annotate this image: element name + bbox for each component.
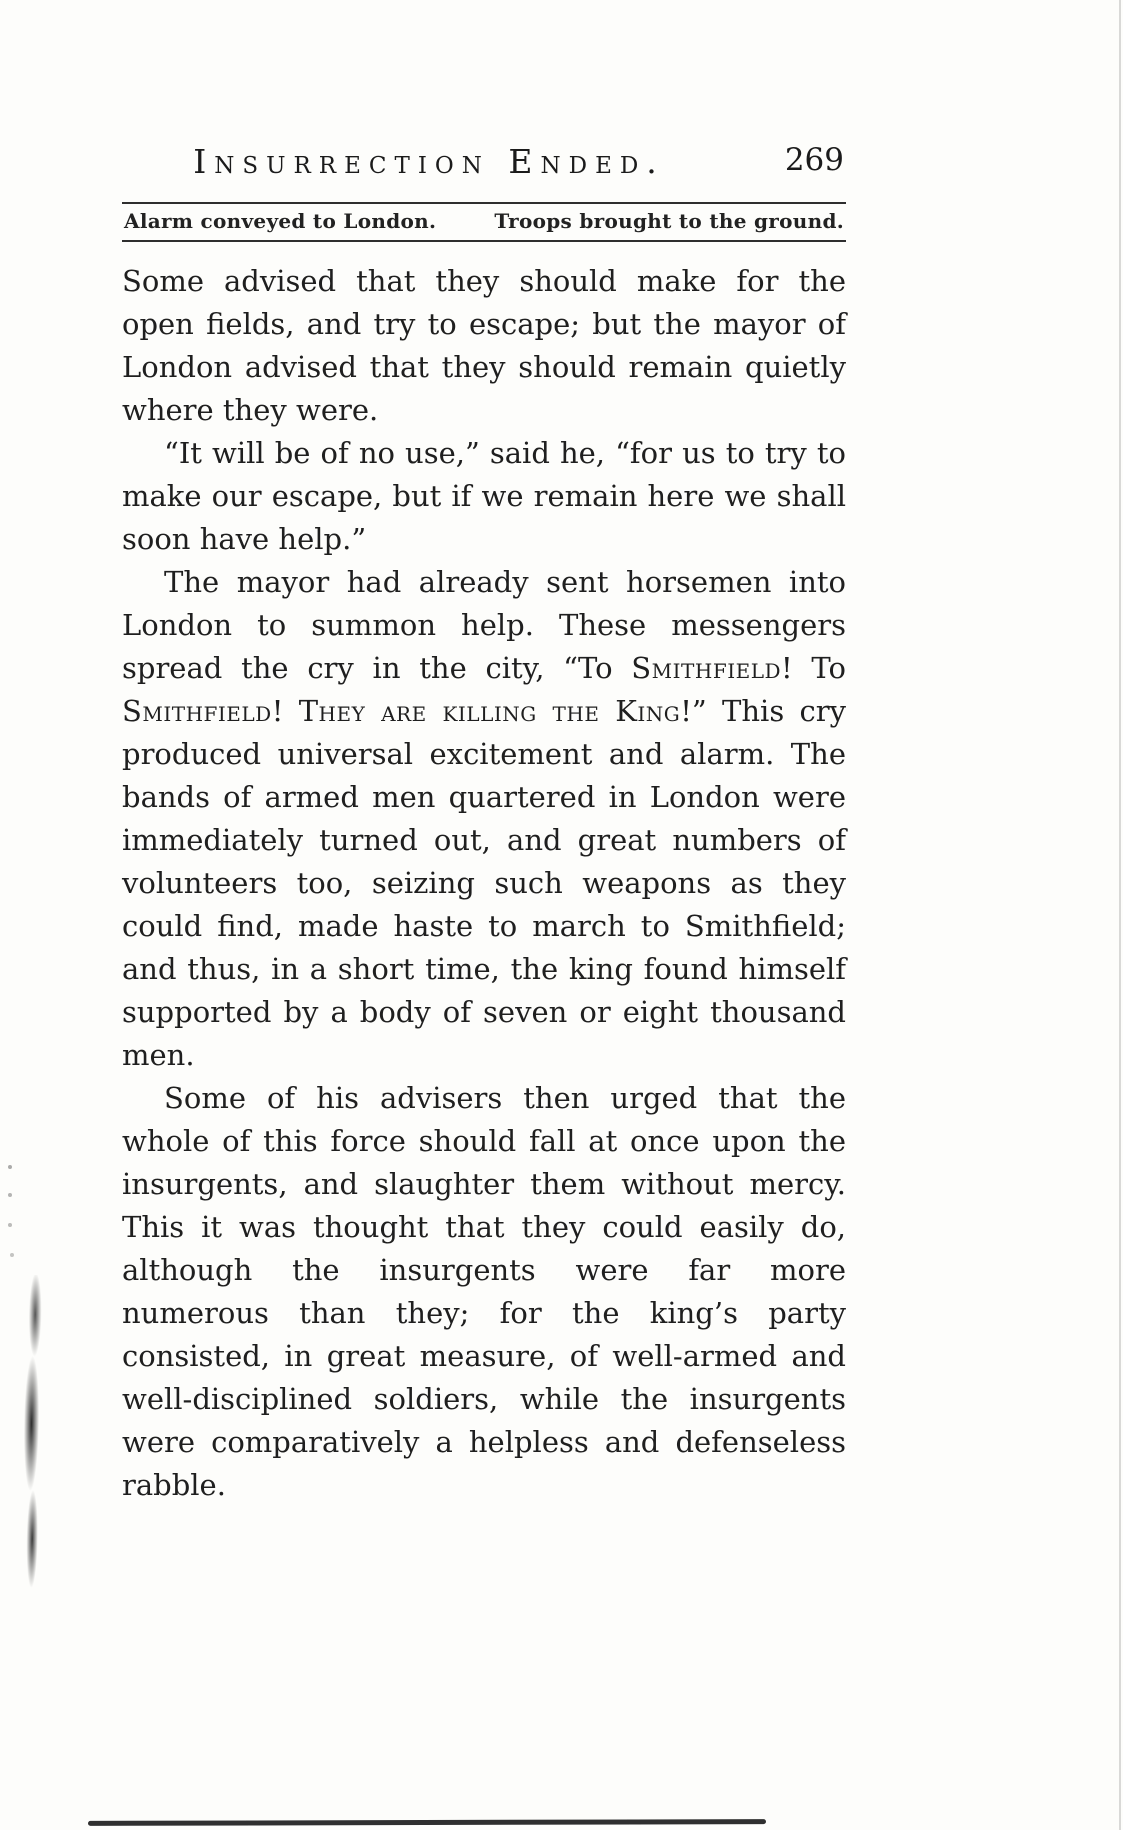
paragraph bbox=[122, 260, 846, 432]
small-caps-text: Smithfield bbox=[631, 651, 782, 685]
text-segment: !” This cry produced universal excitement and alarm. The bands of armed men quartered in London were immediately turned out, and great numbers of volunteers too, seizing such weapons as they could find, made haste to march to Smithfield; and thus, in a short time, the king found himself supported by a body of seven or eight thousand men. bbox=[122, 694, 846, 1072]
ink-smudge-artifact bbox=[21, 1275, 45, 1605]
paragraph bbox=[122, 1077, 846, 1507]
text-segment: ! To bbox=[781, 651, 846, 685]
small-caps-text: They are killing the King bbox=[298, 694, 681, 728]
scan-bottom-edge-artifact bbox=[88, 1819, 766, 1826]
sidenote-band bbox=[122, 202, 846, 242]
text-segment: Some of his advisers then urged that the whole of this force should fall at once upon the insurgents, and slaughter them without mercy. This it was thought that they could easily do, although the insurgents were far more numerous than they; for the king’s party consisted, in great measure, of well-armed and well-disciplined soldiers, while the insurgents were comparatively a helpless and defenseless rabble. bbox=[122, 1081, 846, 1502]
text-segment: ! bbox=[271, 694, 299, 728]
body-text bbox=[122, 260, 846, 1507]
running-header bbox=[122, 142, 846, 190]
small-caps-text: Smithfield bbox=[122, 694, 272, 728]
text-segment: The mayor had already sent horsemen into London to summon help. These messengers spread the cry in the city, “To bbox=[122, 565, 846, 685]
scan-right-edge-artifact bbox=[1119, 0, 1121, 1830]
page-number: 269 bbox=[784, 142, 844, 178]
page-title: Insurrection Ended. bbox=[193, 142, 665, 181]
paragraph bbox=[122, 561, 846, 1077]
scan-speckle-artifact bbox=[8, 1165, 12, 1169]
sidenote-left: Alarm conveyed to London. bbox=[124, 209, 437, 233]
paragraph bbox=[122, 432, 846, 561]
page-content bbox=[122, 142, 846, 1507]
text-segment: Some advised that they should make for the open fields, and try to escape; but the mayor of London advised that they should remain quietly where they were. bbox=[122, 264, 846, 427]
sidenote-right: Troops brought to the ground. bbox=[494, 209, 844, 233]
text-segment: “It will be of no use,” said he, “for us to try to make our escape, but if we remain here we shall soon have help.” bbox=[122, 436, 846, 556]
